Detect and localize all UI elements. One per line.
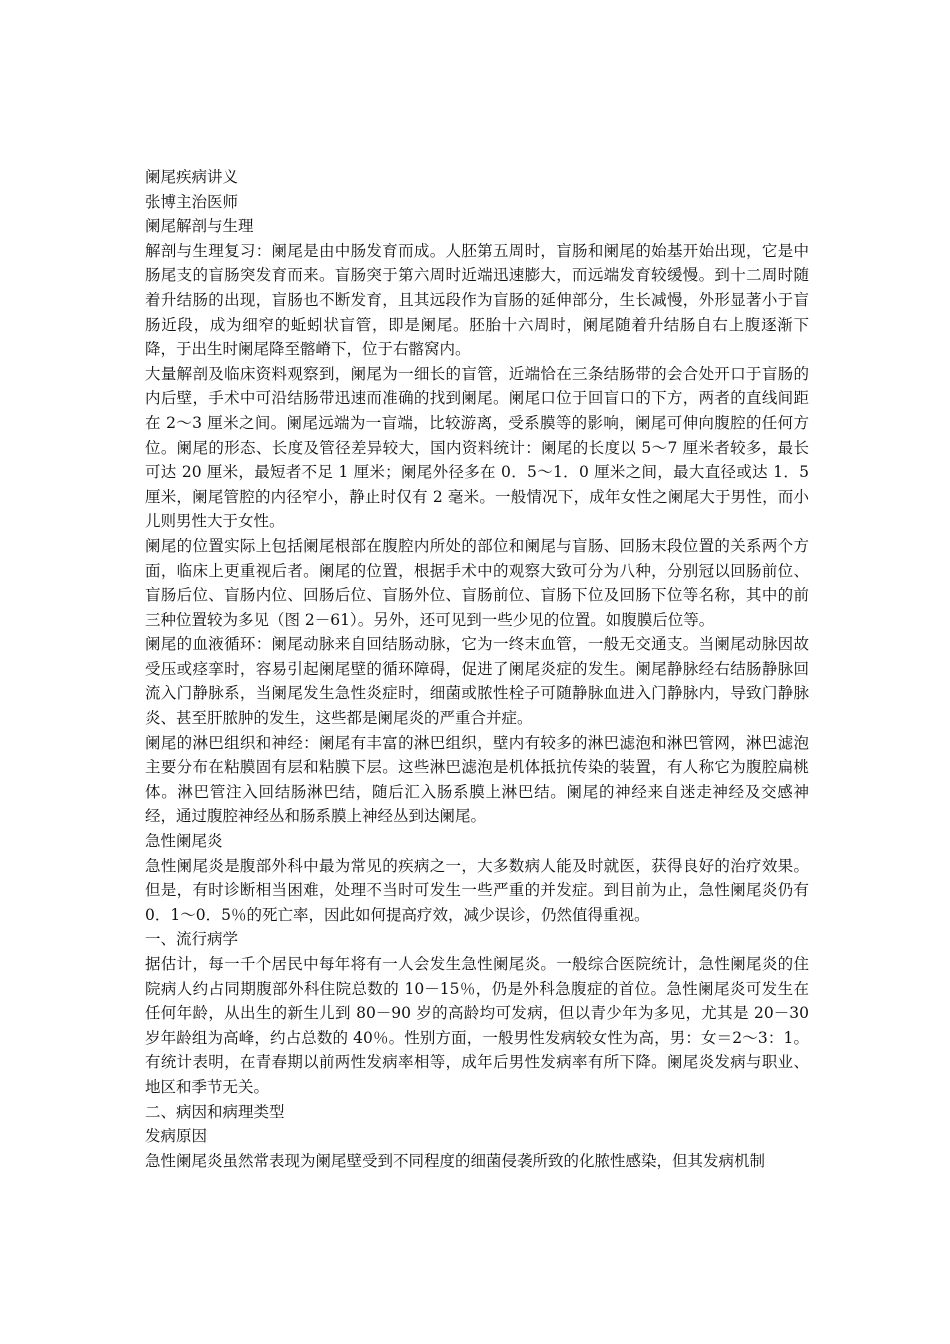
document-page xyxy=(145,165,809,1173)
paragraph-acute-intro: 急性阑尾炎是腹部外科中最为常见的疾病之一，大多数病人能及时就医，获得良好的治疗效果。但是，有时诊断相当困难，处理不当时可发生一些严重的并发症。到目前为止，急性阑尾炎仍有 0．1～0．5％的死亡率，因此如何提高疗效，减少误诊，仍然值得重视。 xyxy=(145,856,809,924)
document-title: 阑尾疾病讲义 xyxy=(145,168,239,186)
section-heading-epidemiology: 一、流行病学 xyxy=(145,930,239,949)
section-heading-acute: 急性阑尾炎 xyxy=(145,832,223,851)
document-author: 张博主治医师 xyxy=(145,192,239,211)
paragraph-blood-circulation: 阑尾的血液循环：阑尾动脉来自回结肠动脉，它为一终末血管，一般无交通支。当阑尾动脉因故受压或痉挛时，容易引起阑尾壁的循环障碍，促进了阑尾炎症的发生。阑尾静脉经右结肠静脉回流入门静脉系，当阑尾发生急性炎症时，细菌或脓性栓子可随静脉血进入门静脉内，导致门静脉炎、甚至肝脓肿的发生，这些都是阑尾炎的严重合并症。 xyxy=(145,635,809,728)
section-heading-anatomy: 阑尾解剖与生理 xyxy=(145,217,254,236)
paragraph-epidemiology: 据估计，每一千个居民中每年将有一人会发生急性阑尾炎。一般综合医院统计，急性阑尾炎的住院病人约占同期腹部外科住院总数的 10－15％，仍是外科急腹症的首位。急性阑尾炎可发生在任何年龄，从出生的新生儿到 80－90 岁的高龄均可发病，但以青少年为多见，尤其是 20－30 岁年龄组为高峰，约占总数的 40％。性别方面，一般男性发病较女性为高，男：女＝2～3：1。有统计表明，在青春期以前两性发病率相等，成年后男性发病率有所下降。阑尾炎发病与职业、地区和季节无关。 xyxy=(145,955,809,1096)
paragraph-appendix-position: 阑尾的位置实际上包括阑尾根部在腹腔内所处的部位和阑尾与盲肠、回肠末段位置的关系两个方面，临床上更重视后者。阑尾的位置，根据手术中的观察大致可分为八种，分别冠以回肠前位、盲肠后位、盲肠内位、回肠后位、盲肠外位、盲肠前位、盲肠下位及回肠下位等名称，其中的前三种位置较为多见（图 2－61）。另外，还可见到一些少见的位置。如腹膜后位等。 xyxy=(145,536,809,629)
paragraph-cause: 急性阑尾炎虽然常表现为阑尾壁受到不同程度的细菌侵袭所致的化脓性感染，但其发病机制 xyxy=(145,1151,766,1170)
subsection-heading-cause: 发病原因 xyxy=(145,1127,208,1146)
section-heading-etiology: 二、病因和病理类型 xyxy=(145,1102,285,1121)
paragraph-lymph-nerve: 阑尾的淋巴组织和神经：阑尾有丰富的淋巴组织，壁内有较多的淋巴滤泡和淋巴管网，淋巴滤泡主要分布在粘膜固有层和粘膜下层。这些淋巴滤泡是机体抵抗传染的装置，有人称它为腹腔扁桃体。淋巴管注入回结肠淋巴结，随后汇入肠系膜上淋巴结。阑尾的神经来自迷走神经及交感神经，通过腹腔神经丛和肠系膜上神经丛到达阑尾。 xyxy=(145,733,809,826)
paragraph-anatomy-observation: 大量解剖及临床资料观察到，阑尾为一细长的盲管，近端恰在三条结肠带的会合处开口于盲肠的内后壁，手术中可沿结肠带迅速而准确的找到阑尾。阑尾口位于回盲口的下方，两者的直线间距在 2～3 厘米之间。阑尾远端为一盲端，比较游离，受系膜等的影响，阑尾可伸向腹腔的任何方位。阑尾的形态、长度及管径差异较大，国内资料统计：阑尾的长度以 5～7 厘米者较多，最长可达 20 厘米，最短者不足 1 厘米；阑尾外径多在 0．5～1．0 厘米之间，最大直径或达 1．5 厘米，阑尾管腔的内径窄小，静止时仅有 2 毫米。一般情况下，成年女性之阑尾大于男性，而小儿则男性大于女性。 xyxy=(145,364,809,531)
paragraph-anatomy-review: 解剖与生理复习：阑尾是由中肠发育而成。人胚第五周时，盲肠和阑尾的始基开始出现，它是中肠尾支的盲肠突发育而来。盲肠突于第六周时近端迅速膨大，而远端发育较缓慢。到十二周时随着升结肠的出现，盲肠也不断发育，且其远段作为盲肠的延伸部分，生长减慢，外形显著小于盲肠近段，成为细窄的蚯蚓状盲管，即是阑尾。胚胎十六周时，阑尾随着升结肠自右上腹逐渐下降，于出生时阑尾降至髂嵴下，位于右髂窝内。 xyxy=(145,241,809,359)
